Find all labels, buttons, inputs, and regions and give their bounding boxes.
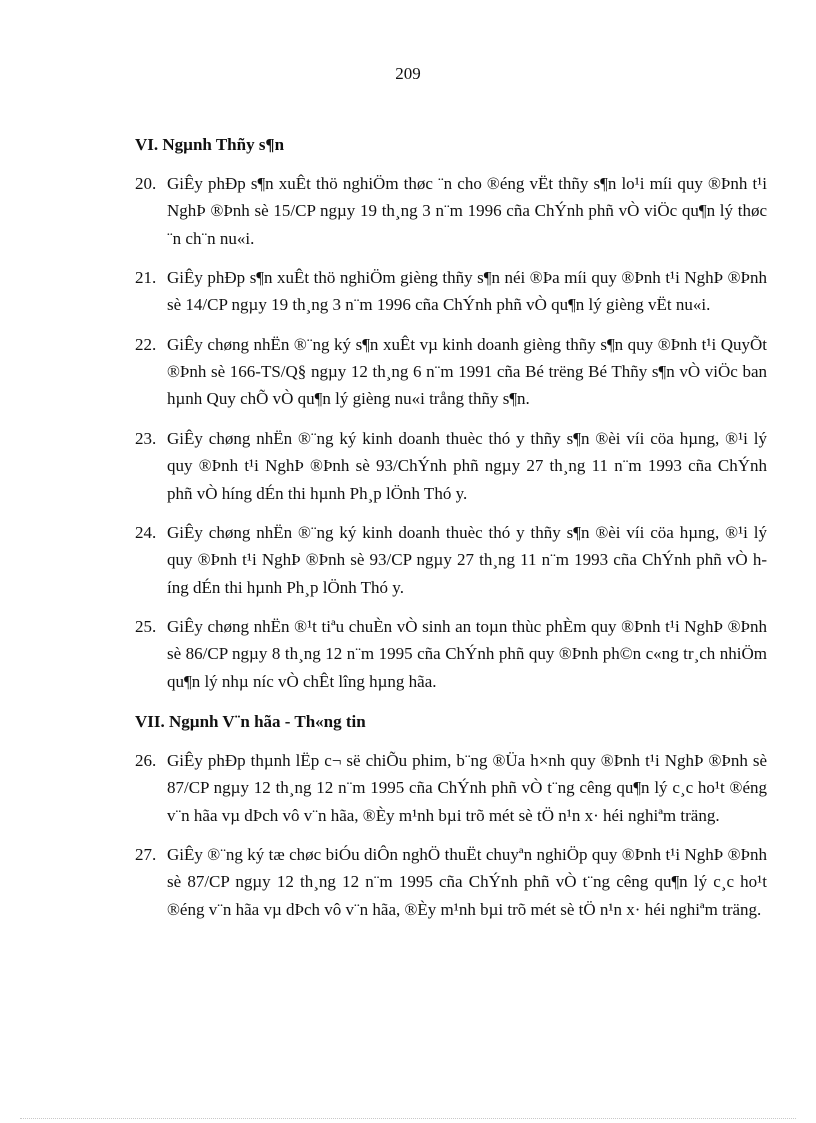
list-item (135, 841, 767, 923)
item-number: 24. (135, 523, 157, 543)
list-item (135, 519, 767, 601)
page-number: 209 (395, 64, 421, 83)
page-bottom-divider (20, 1118, 796, 1119)
list-item (135, 425, 767, 507)
item-text: GiÊy chøng nhËn ®¨ng ký s¶n xuÊt vµ kinh doanh gièng thñy s¶n quy ®Þnh t¹i QuyÕt ®Þnh sè 166-TS/Q§ ngµy 12 th¸ng 6 n¨m 1991 cña Bé trëng Bé Thñy s¶n vÒ viÖc ban hµnh Quy chÕ vÒ qu¶n lý gièng nu«i trång thñy s¶n. (167, 334, 767, 409)
list-item (135, 613, 767, 695)
item-text: GiÊy ®¨ng ký tæ chøc biÓu diÔn nghÖ thuËt chuyªn nghiÖp quy ®Þnh t¹i NghÞ ®Þnh sè 87/CP ngµy 12 th¸ng 12 n¨m 1995 cña ChÝnh phñ vÒ t¨ng cêng qu¶n lý c¸c ho¹t ®éng v¨n hãa vµ dÞch vô v¨n hãa, ®Èy m¹nh bµi trõ mét sè tÖ n¹n x· héi nghiªm träng. (167, 845, 767, 919)
item-text: GiÊy phÐp thµnh lËp c¬ së chiÕu phim, b¨ng ®Üa h×nh quy ®Þnh t¹i NghÞ ®Þnh sè 87/CP ngµy 12 th¸ng 12 n¨m 1995 cña ChÝnh phñ vÒ t¨ng cêng qu¶n lý c¸c ho¹t ®éng v¨n hãa vµ dÞch vô v¨n hãa, ®Èy m¹nh bµi trõ mét sè tÖ n¹n x· héi nghiªm träng. (167, 750, 767, 825)
item-number: 22. (135, 334, 157, 354)
list-item (135, 747, 767, 829)
list-item (135, 170, 767, 252)
item-number: 27. (135, 845, 157, 865)
item-text: GiÊy phÐp s¶n xuÊt thö nghiÖm thøc ¨n cho ®éng vËt thñy s¶n lo¹i míi quy ®Þnh t¹i NghÞ ®Þnh sè 15/CP ngµy 19 th¸ng 3 n¨m 1996 cña ChÝnh phñ vÒ viÖc qu¶n lý thøc ¨n ch¨n nu«i. (167, 174, 767, 248)
item-number: 23. (135, 428, 157, 448)
item-number: 26. (135, 750, 157, 770)
item-number: 21. (135, 268, 157, 288)
list-item (135, 264, 767, 319)
item-number: 20. (135, 174, 157, 193)
document-body (135, 132, 767, 935)
list-item (135, 331, 767, 413)
item-number: 25. (135, 617, 157, 637)
item-text: GiÊy chøng nhËn ®¹t tiªu chuÈn vÒ sinh an toµn thùc phÈm quy ®Þnh t¹i NghÞ ®Þnh sè 86/CP ngµy 8 th¸ng 12 n¨m 1995 cña ChÝnh phñ quy ®Þnh ph©n c«ng tr¸ch nhiÖm qu¶n lý nhµ níc vÒ chÊt lîng hµng hãa. (167, 617, 767, 691)
section-heading-fisheries: VI. Ngµnh Thñy s¶n (135, 135, 285, 154)
item-text: GiÊy phÐp s¶n xuÊt thö nghiÖm gièng thñy s¶n néi ®Þa míi quy ®Þnh t¹i NghÞ ®Þnh sè 14/CP ngµy 19 th¸ng 3 n¨m 1996 cña ChÝnh phñ vÒ qu¶n lý gièng vËt nu«i. (167, 268, 767, 315)
item-text: GiÊy chøng nhËn ®¨ng ký kinh doanh thuèc thó y thñy s¶n ®èi víi cöa hµng, ®¹i lý quy ®Þnh t¹i NghÞ ®Þnh sè 93/CP ngµy 27 th¸ng 11 n¨m 1993 cña ChÝnh phñ vÒ híng dÉn thi hµnh Ph¸p lÖnh Thó y. (167, 523, 767, 597)
item-text: GiÊy chøng nhËn ®¨ng ký kinh doanh thuèc thó y thñy s¶n ®èi víi cöa hµng, ®¹i lý quy ®Þnh t¹i NghÞ ®Þnh sè 93/ChÝnh phñ ngµy 27 th¸ng 11 n¨m 1993 cña ChÝnh phñ vÒ híng dÉn thi hµnh Ph¸p lÖnh Thó y. (167, 428, 767, 503)
section-heading-culture: VII. Ngµnh V¨n hãa - Th«ng tin (135, 711, 366, 731)
